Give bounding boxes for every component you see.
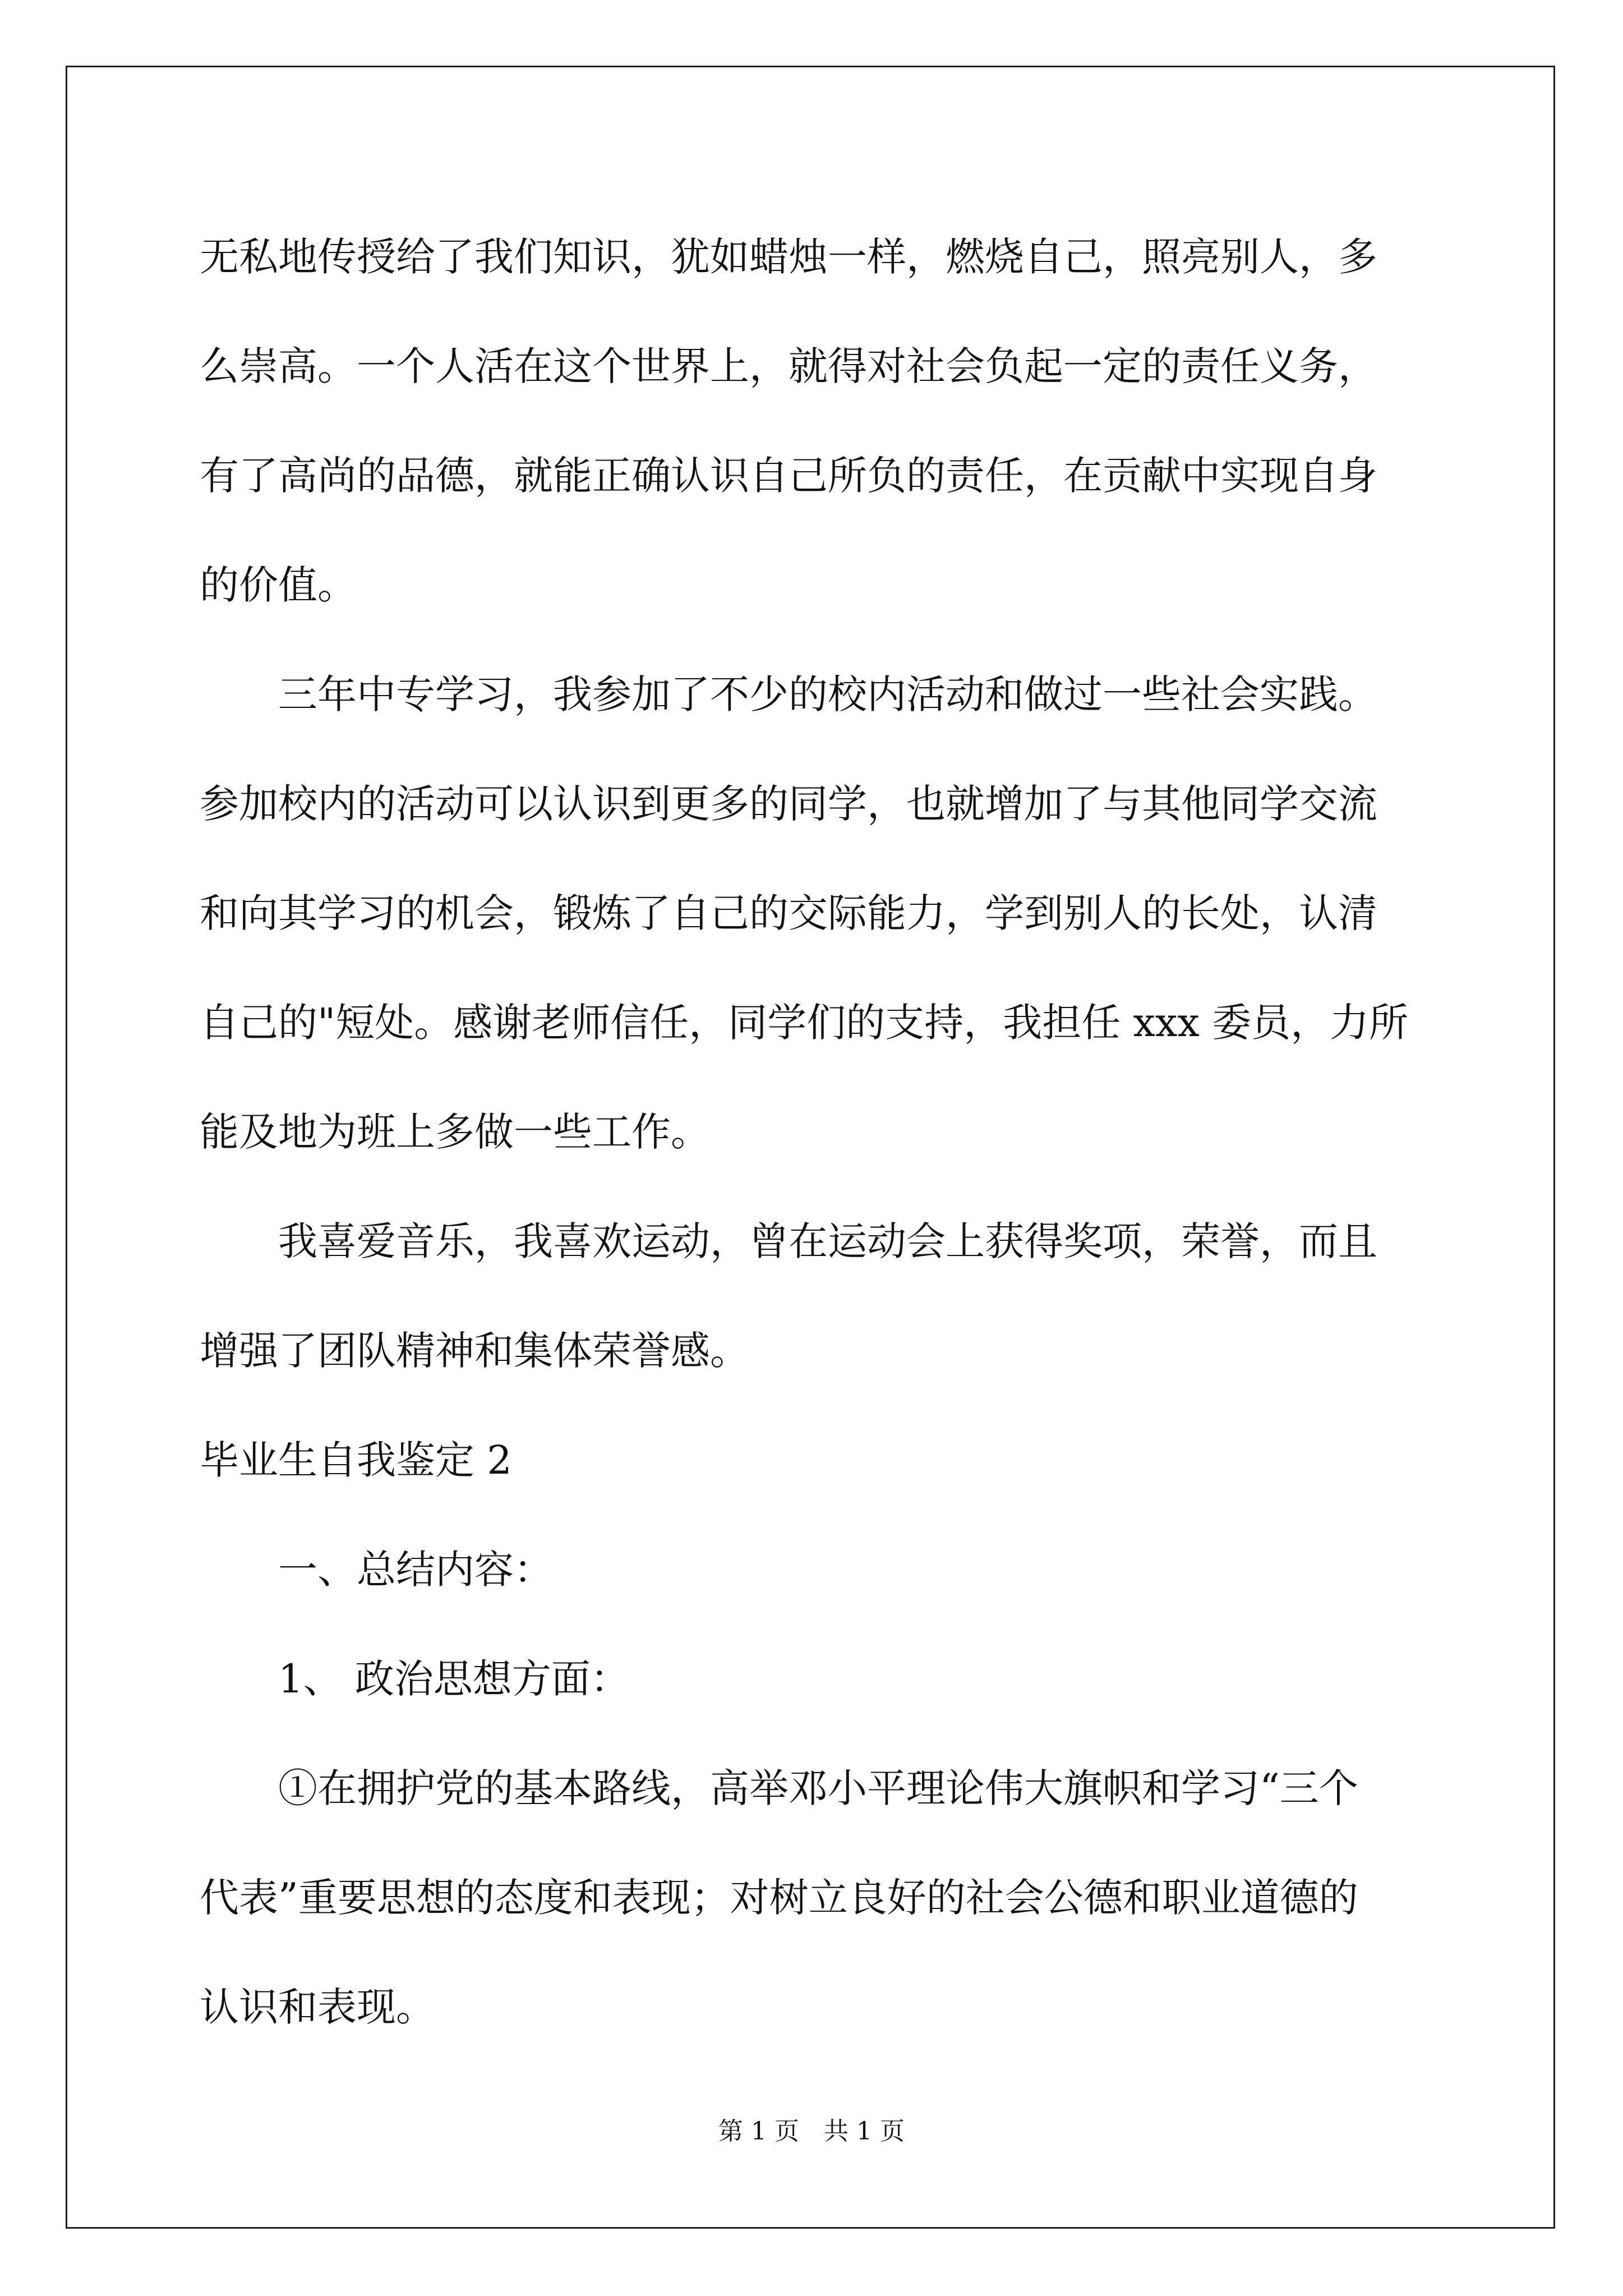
text-line: ①在拥护党的基本路线，高举邓小平理论伟大旗帜和学习“三个 <box>278 1765 1358 1811</box>
text-line: 有了高尚的品德，就能正确认识自己所负的责任，在贡献中实现自身 <box>200 453 1377 499</box>
text-line: 的价值。 <box>200 562 357 608</box>
text-line: 参加校内的活动可以认识到更多的同学，也就增加了与其他同学交流 <box>200 781 1377 827</box>
list-item-heading: 1、 政治思想方面： <box>278 1656 630 1702</box>
text-line: 自己的"短处。感谢老师信任，同学们的支持，我担任 xxx 委员，力所 <box>200 1000 1409 1046</box>
text-line: 么崇高。一个人活在这个世界上，就得对社会负起一定的责任义务， <box>200 343 1377 389</box>
text-line: 认识和表现。 <box>200 1984 435 2030</box>
page-footer: 第 1 页 共 1 页 <box>718 2117 905 2146</box>
text-line: 和向其学习的机会，锻炼了自己的交际能力，学到别人的长处，认清 <box>200 890 1377 936</box>
section-heading: 毕业生自我鉴定 2 <box>200 1437 512 1483</box>
text-line: 代表”重要思想的态度和表现；对树立良好的社会公德和职业道德的 <box>200 1875 1358 1921</box>
text-line: 我喜爱音乐，我喜欢运动，曾在运动会上获得奖项，荣誉，而且 <box>278 1218 1377 1264</box>
text-line: 增强了团队精神和集体荣誉感。 <box>200 1328 749 1374</box>
text-line: 无私地传授给了我们知识，犹如蜡烛一样，燃烧自己，照亮别人，多 <box>200 234 1377 280</box>
text-line: 能及地为班上多做一些工作。 <box>200 1109 710 1155</box>
text-line: 三年中专学习，我参加了不少的校内活动和做过一些社会实践。 <box>278 671 1377 717</box>
subsection-heading: 一、总结内容： <box>278 1547 553 1593</box>
